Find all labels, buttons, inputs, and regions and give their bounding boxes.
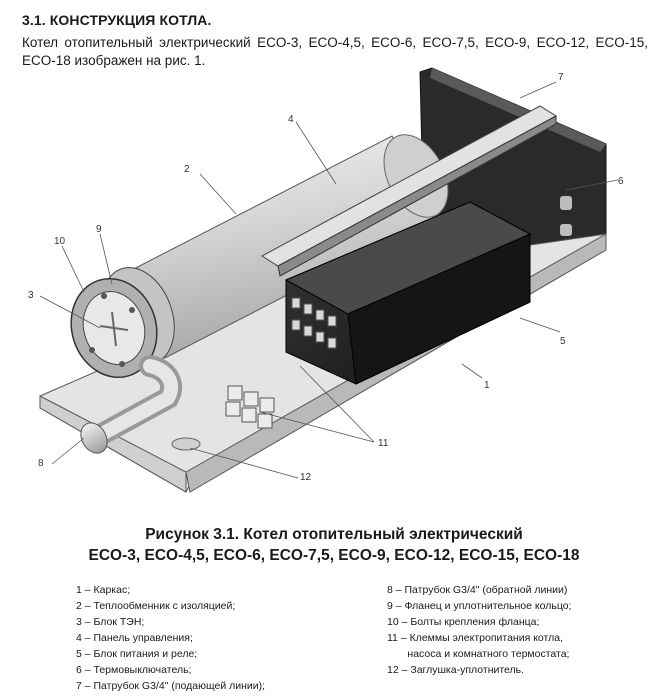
legend-item: 2 – Теплообменник с изоляцией; <box>76 600 236 612</box>
intro-paragraph: Котел отопительный электрический ECO-3, ECO-4,5, ECO-6, ECO-7,5, ECO-9, ECO-12, ECO-15, ECO-18 изображен на рис. 1. <box>22 35 648 68</box>
legend-item: 10 – Болты крепления фланца; <box>387 616 540 628</box>
legend-item: 4 – Панель управления; <box>76 632 193 644</box>
legend-item: 7 – Патрубок G3/4" (подающей линии); <box>76 680 266 692</box>
callout-12: 12 <box>300 472 312 483</box>
callout-3: 3 <box>28 290 34 301</box>
callout-4: 4 <box>288 114 294 125</box>
legend-left <box>76 582 265 694</box>
callout-2: 2 <box>184 164 190 175</box>
legend-item: 6 – Термовыключатель; <box>76 664 192 676</box>
legend-item: насоса и комнатного термостата; <box>387 648 570 660</box>
callout-7: 7 <box>558 72 564 83</box>
callout-5: 5 <box>560 336 566 347</box>
legend-item: 11 – Клеммы электропитания котла, <box>387 632 563 644</box>
legend-item: 12 – Заглушка-уплотнитель. <box>387 664 525 676</box>
legend-right <box>387 582 571 678</box>
legend-item: 8 – Патрубок G3/4" (обратной линии) <box>387 584 568 596</box>
callout-8: 8 <box>38 458 44 469</box>
callout-10: 10 <box>54 236 66 247</box>
boiler-drawing <box>0 66 668 506</box>
callout-9: 9 <box>96 224 102 235</box>
legend-item: 9 – Фланец и уплотнительное кольцо; <box>387 600 572 612</box>
legend-item: 1 – Каркас; <box>76 584 131 596</box>
callout-6: 6 <box>618 176 624 187</box>
figure-caption-title: Рисунок 3.1. Котел отопительный электрический <box>145 526 523 543</box>
legend-item: 5 – Блок питания и реле; <box>76 648 198 660</box>
section-heading: 3.1. КОНСТРУКЦИЯ КОТЛА. <box>22 12 212 28</box>
figure-caption-models: ECO-3, ECO-4,5, ECO-6, ECO-7,5, ECO-9, ECO-12, ECO-15, ECO-18 <box>88 547 580 564</box>
legend-item: 3 – Блок ТЭН; <box>76 616 145 628</box>
callout-11: 11 <box>378 438 389 449</box>
callout-1: 1 <box>484 380 490 391</box>
